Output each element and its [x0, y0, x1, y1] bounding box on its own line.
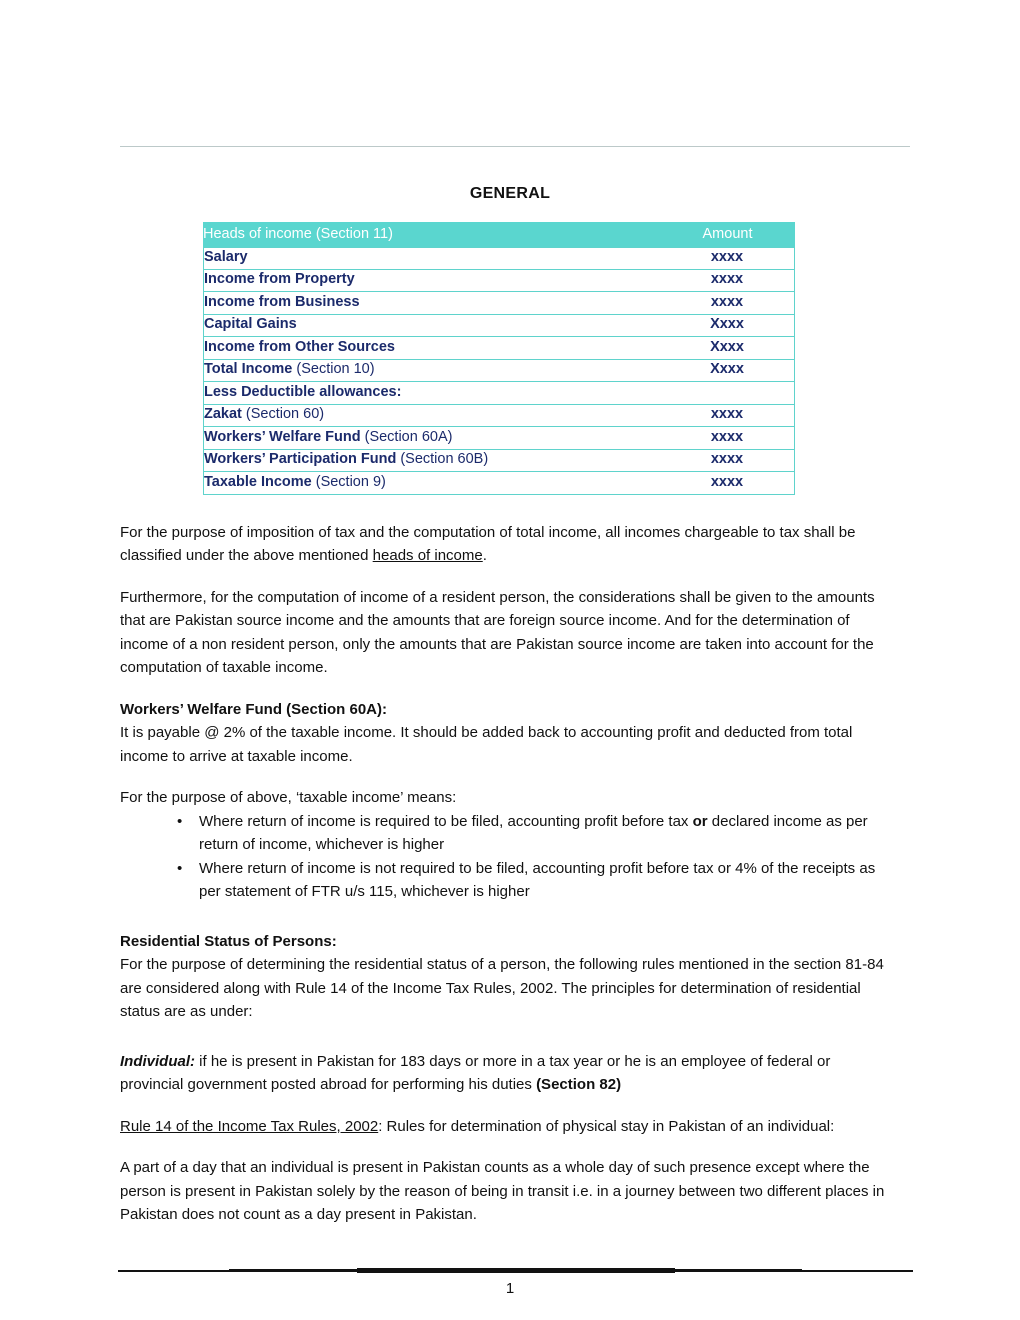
row-amount-total-income: Xxxx [660, 360, 795, 383]
table-header [203, 222, 795, 247]
row-section-text: (Section 10) [292, 361, 375, 378]
heading-residential-status: Residential Status of Persons: [120, 932, 337, 950]
row-label-workers-participation-fund [203, 450, 660, 473]
paragraph-residential-status: For the purpose of determining the residential status of a person, the following rules mentioned in the section 81-84 are considered along with Rule 14 of the Income Tax Rules, 2002. The principles for determination of residential status are as under: [120, 956, 884, 1020]
table-row [203, 405, 795, 428]
paragraph-individual [120, 1050, 892, 1097]
row-amount-capital-gains: Xxxx [660, 315, 795, 338]
table-body [203, 247, 795, 495]
row-label-text: Total Income [204, 361, 293, 378]
row-label-workers-welfare-fund [203, 427, 660, 450]
paragraph-part-of-a-day: A part of a day that an individual is present in Pakistan counts as a whole day of such presence except where the person is present in Pakistan solely by the reason of being in transit i.e. in a journey between two different places in Pakistan does not count as a day present in Pakistan. [120, 1159, 885, 1223]
row-label-income-from-other-sources [203, 337, 660, 360]
table-row [203, 427, 795, 450]
paragraph-text-tail: . [482, 547, 487, 564]
row-amount-income-from-other-sources: Xxxx [660, 337, 795, 360]
column-header-heads-of-income: Heads of income (Section 11) [203, 222, 660, 247]
spacer [120, 1024, 892, 1050]
row-label-text: Salary [204, 249, 248, 266]
table-row [203, 270, 795, 293]
table-row [203, 382, 795, 405]
row-amount-income-from-property: xxxx [660, 270, 795, 293]
list-item [177, 810, 892, 857]
table-row [203, 247, 795, 270]
paragraph-text: For the purpose of imposition of tax and the computation of total income, all incomes chargeable to tax shall be classified under the above mentioned [120, 523, 856, 564]
row-label-text: Less Deductible allowances: [204, 383, 402, 400]
row-amount-less-deductible-allowances [660, 382, 795, 405]
paragraph-rule-14 [120, 1115, 892, 1139]
row-amount-salary: xxxx [660, 247, 795, 270]
page-number: 1 [505, 1280, 515, 1297]
row-section-text: (Section 60) [241, 406, 325, 423]
paragraph-resident-computation: Furthermore, for the computation of income of a resident person, the considerations shall be given to the amounts that are Pakistan source income and the amounts that are foreign source income. And for the determination of income of a non resident person, only the amounts that are Pakistan source income are taken into account for the computation of taxable income. [120, 588, 875, 676]
table-row [203, 472, 795, 495]
table-row [203, 292, 795, 315]
paragraph-taxable-income-means: For the purpose of above, ‘taxable income’ means: [120, 789, 457, 806]
row-label-text: Workers’ Participation Fund [204, 451, 397, 468]
rule-14-text: : Rules for determination of physical stay in Pakistan of an individual: [378, 1117, 835, 1135]
list-item-emphasis: or [692, 812, 708, 830]
row-label-less-deductible-allowances [203, 382, 660, 405]
spacer [120, 495, 892, 521]
row-label-income-from-business [203, 292, 660, 315]
row-label-text: Workers’ Welfare Fund [204, 428, 361, 445]
table-row [203, 315, 795, 338]
page-title: GENERAL [469, 185, 551, 202]
heading-workers-welfare-fund: Workers’ Welfare Fund (Section 60A): [120, 700, 388, 718]
heads-of-income-table [203, 222, 795, 495]
row-label-text: Zakat [204, 406, 242, 423]
individual-section-reference: (Section 82) [536, 1076, 622, 1093]
paragraph-workers-welfare-fund: It is payable @ 2% of the taxable income. It should be added back to accounting profit and deducted from total income to arrive at taxable income. [120, 724, 853, 765]
row-section-text: (Section 60B) [396, 451, 489, 468]
taxable-income-bullet-list [120, 810, 892, 904]
row-label-capital-gains [203, 315, 660, 338]
spacer [120, 568, 892, 586]
row-amount-workers-welfare-fund: xxxx [660, 427, 795, 450]
table-row [203, 450, 795, 473]
column-header-amount: Amount [660, 222, 795, 247]
document-content [120, 222, 892, 1227]
row-label-text: Capital Gains [204, 316, 297, 333]
spacer [120, 768, 892, 786]
row-section-text: (Section 60A) [360, 428, 453, 445]
row-label-taxable-income [203, 472, 660, 495]
table-row [203, 337, 795, 360]
spacer [120, 1138, 892, 1156]
list-item [177, 857, 892, 904]
table-row [203, 360, 795, 383]
row-label-income-from-property [203, 270, 660, 293]
row-label-text: Income from Business [204, 293, 360, 310]
spacer [120, 904, 892, 930]
row-amount-income-from-business: xxxx [660, 292, 795, 315]
row-label-text: Income from Property [204, 271, 355, 288]
individual-label: Individual: [120, 1052, 195, 1070]
row-amount-workers-participation-fund: xxxx [660, 450, 795, 473]
row-label-text: Income from Other Sources [204, 338, 395, 355]
row-amount-zakat: xxxx [660, 405, 795, 428]
header-divider [120, 146, 910, 147]
paragraph-heads-of-income [120, 521, 892, 568]
row-amount-taxable-income: xxxx [660, 472, 795, 495]
spacer [120, 1097, 892, 1115]
row-section-text: (Section 9) [311, 473, 386, 490]
row-label-total-income [203, 360, 660, 383]
spacer [120, 680, 892, 698]
list-item-text: Where return of income is not required to be filed, accounting profit before tax or 4% of the receipts as per statement of FTR u/s 115, whichever is higher [199, 859, 876, 900]
footer-divider-thick [357, 1268, 675, 1273]
footer-divider [118, 1268, 913, 1274]
table-header-row [203, 222, 795, 247]
row-label-text: Taxable Income [204, 473, 312, 490]
list-item-text: Where return of income is required to be filed, accounting profit before tax [199, 812, 693, 830]
row-label-zakat [203, 405, 660, 428]
row-label-salary [203, 247, 660, 270]
underlined-term-heads-of-income: heads of income [372, 547, 483, 564]
rule-14-underlined-title: Rule 14 of the Income Tax Rules, 2002 [120, 1117, 379, 1135]
list-item-text-tail: declared income as per return of income, whichever is higher [199, 812, 868, 853]
individual-text: if he is present in Pakistan for 183 days or more in a tax year or he is an employee of federal or provincial government posted abroad for performing his duties [120, 1052, 831, 1093]
